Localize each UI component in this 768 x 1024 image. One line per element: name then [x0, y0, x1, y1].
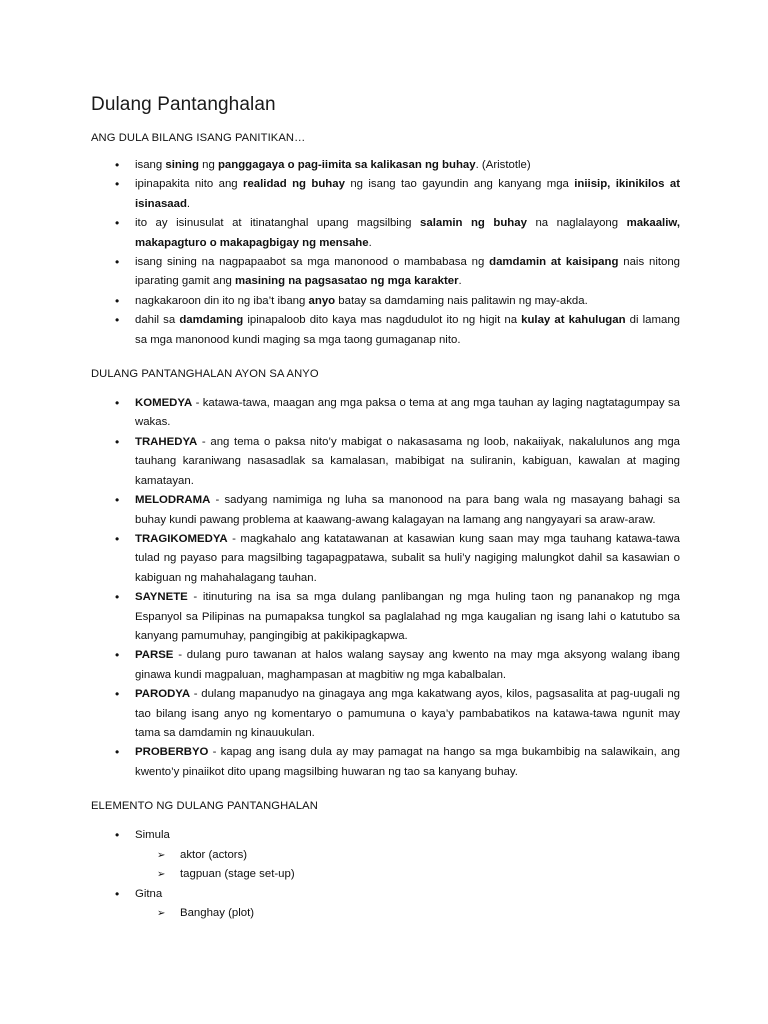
bold-text: salamin ng buhay [420, 217, 527, 230]
sub-list [91, 904, 680, 924]
text: . [368, 236, 372, 249]
bold-text: PARODYA [135, 688, 191, 701]
text: isang sining na nagpapaabot sa mga manonood o mambabasa ng [135, 256, 490, 269]
bold-text: anyo [308, 294, 336, 307]
element-label: Simula [135, 829, 170, 842]
list-item [91, 214, 680, 253]
arrow-bullet-icon: ➢ [157, 869, 166, 881]
bold-text: panggagaya o pag-iimita sa kalikasan ng buhay [217, 159, 476, 171]
section-dula-bilang-panitikan [91, 130, 680, 350]
bold-text: TRAHEDYA [135, 435, 198, 448]
text: . [458, 275, 462, 288]
text: ito ay isinusulat at itinatanghal upang magsilbing [135, 217, 421, 230]
text: nais nitong iparating gamit ang [135, 256, 681, 288]
sub-list-item [91, 846, 680, 866]
bullet-icon: • [115, 177, 120, 192]
list-item [91, 588, 680, 646]
bullet-icon: • [115, 493, 120, 508]
list-item [91, 685, 680, 743]
bullet-list [91, 156, 680, 350]
list-item [91, 156, 680, 175]
bold-text: MELODRAMA [135, 494, 211, 507]
bold-text: damdaming [179, 314, 244, 327]
list-item [91, 826, 680, 845]
text: na naglalayong [526, 217, 627, 230]
list-item [91, 646, 680, 685]
sub-list [91, 846, 680, 885]
bold-text: kulay at kahulugan [521, 314, 626, 327]
list-item [91, 433, 680, 491]
text: - magkahalo ang katatawanan at kasawian kung saan may mga tauhang katawa-tawa tulad ng payaso para magsilbing tagapagpatawa, subalit sa huli’y nagiging malungkot dahil sa kasawian o kabiguan ng mahahalagang tauhan. [135, 532, 680, 584]
bullet-icon: • [115, 687, 120, 702]
text: isang [135, 159, 166, 171]
text: batay sa damdaming nais palitawin ng may-akda. [335, 294, 588, 307]
text: ipinapakita nito ang [135, 178, 244, 191]
text: - sadyang namimiga ng luha sa manonood na para bang wala ng masayang bahagi sa buhay kundi pawang problema at kaawang-awang kalagayan na lamang ang nangyayari sa araw-araw. [135, 494, 680, 526]
bullet-icon: • [115, 396, 120, 411]
bold-text: TRAGIKOMEDYA [135, 532, 228, 545]
text: di lamang sa mga manonood kundi maging sa mga taong gumaganap nito. [135, 314, 680, 346]
text: ng isang tao gayundin ang kanyang mga [344, 178, 575, 191]
text: . [186, 197, 191, 210]
bold-text: masining na pagsasatao ng mga karakter [235, 275, 459, 288]
bullet-icon: • [115, 828, 120, 843]
text: - itinuturing na isa sa mga dulang panlibangan ng mga huling taon ng pananakop ng mga Espanyol sa Pilipinas na pumapaksa tungkol sa paglalahad ng mga kaugalian ng isang lahi o katutubo sa kanyang pamumuhay, pangingibig at pakikipagkapwa. [135, 591, 680, 642]
bold-text: realidad ng buhay [243, 178, 345, 191]
bullet-icon: • [115, 434, 120, 449]
arrow-bullet-icon: ➢ [157, 908, 166, 920]
section-elemento [91, 798, 680, 924]
bold-text: makaaliw, makapagturo o makapagbigay ng mensahe [135, 217, 680, 249]
bullet-icon: • [115, 216, 120, 231]
sub-item-text: Banghay (plot) [180, 907, 255, 920]
section-heading: DULANG PANTANGHALAN AYON SA ANYO [91, 368, 319, 381]
sub-item-text: aktor (actors) [180, 848, 248, 861]
text: dahil sa [135, 314, 180, 327]
bullet-list [91, 394, 680, 782]
bullet-icon: • [115, 745, 120, 760]
bullet-icon: • [115, 293, 120, 308]
text: ipinapaloob dito kaya mas nagdudulot ito ng higit na [243, 314, 522, 327]
list-item [91, 292, 680, 311]
bold-text: iniisip, ikinikilos at isinasaad [135, 178, 680, 210]
text: - kapag ang isang dula ay may pamagat na hango sa mga bukambibig na salawikain, ang kwento’y pinaiikot dito upang magsilbing huwaran ng tao sa kanyang buhay. [135, 746, 680, 778]
bullet-icon: • [115, 531, 120, 546]
bullet-icon: • [115, 255, 120, 270]
bullet-list [91, 826, 680, 924]
list-item [91, 175, 680, 214]
list-item [91, 394, 680, 433]
sub-item-text: tagpuan (stage set-up) [180, 868, 295, 881]
text: - dulang mapanudyo na ginagaya ang mga kakatwang ayos, kilos, pagsasalita at pag-uugali ng tao bilang isang anyo ng komentaryo o pamumuna o kaya’y pambabatikos na katawa-tawa ngunit may tama sa damdamin ng kinauukulan. [135, 688, 680, 739]
section-ayon-sa-anyo [91, 366, 680, 782]
sub-list-item [91, 904, 680, 924]
list-item [91, 743, 680, 782]
text: ng [198, 159, 218, 171]
text: . (Aristotle) [475, 159, 531, 171]
bullet-icon: • [115, 590, 120, 605]
element-label: Gitna [135, 887, 163, 900]
list-item [91, 253, 680, 292]
text: - dulang puro tawanan at halos walang saysay ang kwento na may mga aksyong walang ibang ginawa kundi magpaluan, maghampasan at magbitiw ng mga kabalbalan. [135, 649, 680, 681]
arrow-bullet-icon: ➢ [157, 849, 166, 861]
list-item [91, 530, 680, 588]
list-item [91, 491, 680, 530]
sub-list-item [91, 865, 680, 885]
list-item [91, 885, 680, 904]
page-title: Dulang Pantanghalan [91, 94, 276, 115]
text: nagkakaroon din ito ng iba’t ibang [135, 294, 309, 307]
text: - ang tema o paksa nito’y mabigat o nakasasama ng loob, nakaiiyak, nakalulunos ang mga tauhang karaniwang nasasadlak sa kamalasan, mabibigat na suliranin, kabiguan, kawalan at maging kamatayan. [135, 435, 680, 487]
bullet-icon: • [115, 648, 120, 663]
section-heading: ELEMENTO NG DULANG PANTANGHALAN [91, 800, 318, 813]
bold-text: damdamin at kaisipang [489, 256, 619, 269]
bullet-icon: • [115, 158, 120, 172]
bullet-icon: • [115, 886, 120, 901]
bold-text: KOMEDYA [135, 397, 193, 410]
bold-text: sining [165, 159, 199, 171]
bullet-icon: • [115, 313, 120, 328]
list-item [91, 311, 680, 350]
text: - katawa-tawa, maagan ang mga paksa o tema at ang mga tauhan ay laging nagtatagumpay sa wakas. [135, 397, 680, 429]
bold-text: PARSE [135, 649, 174, 662]
bold-text: PROBERBYO [135, 746, 209, 759]
section-heading: ANG DULA BILANG ISANG PANITIKAN… [91, 132, 306, 144]
bold-text: SAYNETE [135, 591, 188, 604]
